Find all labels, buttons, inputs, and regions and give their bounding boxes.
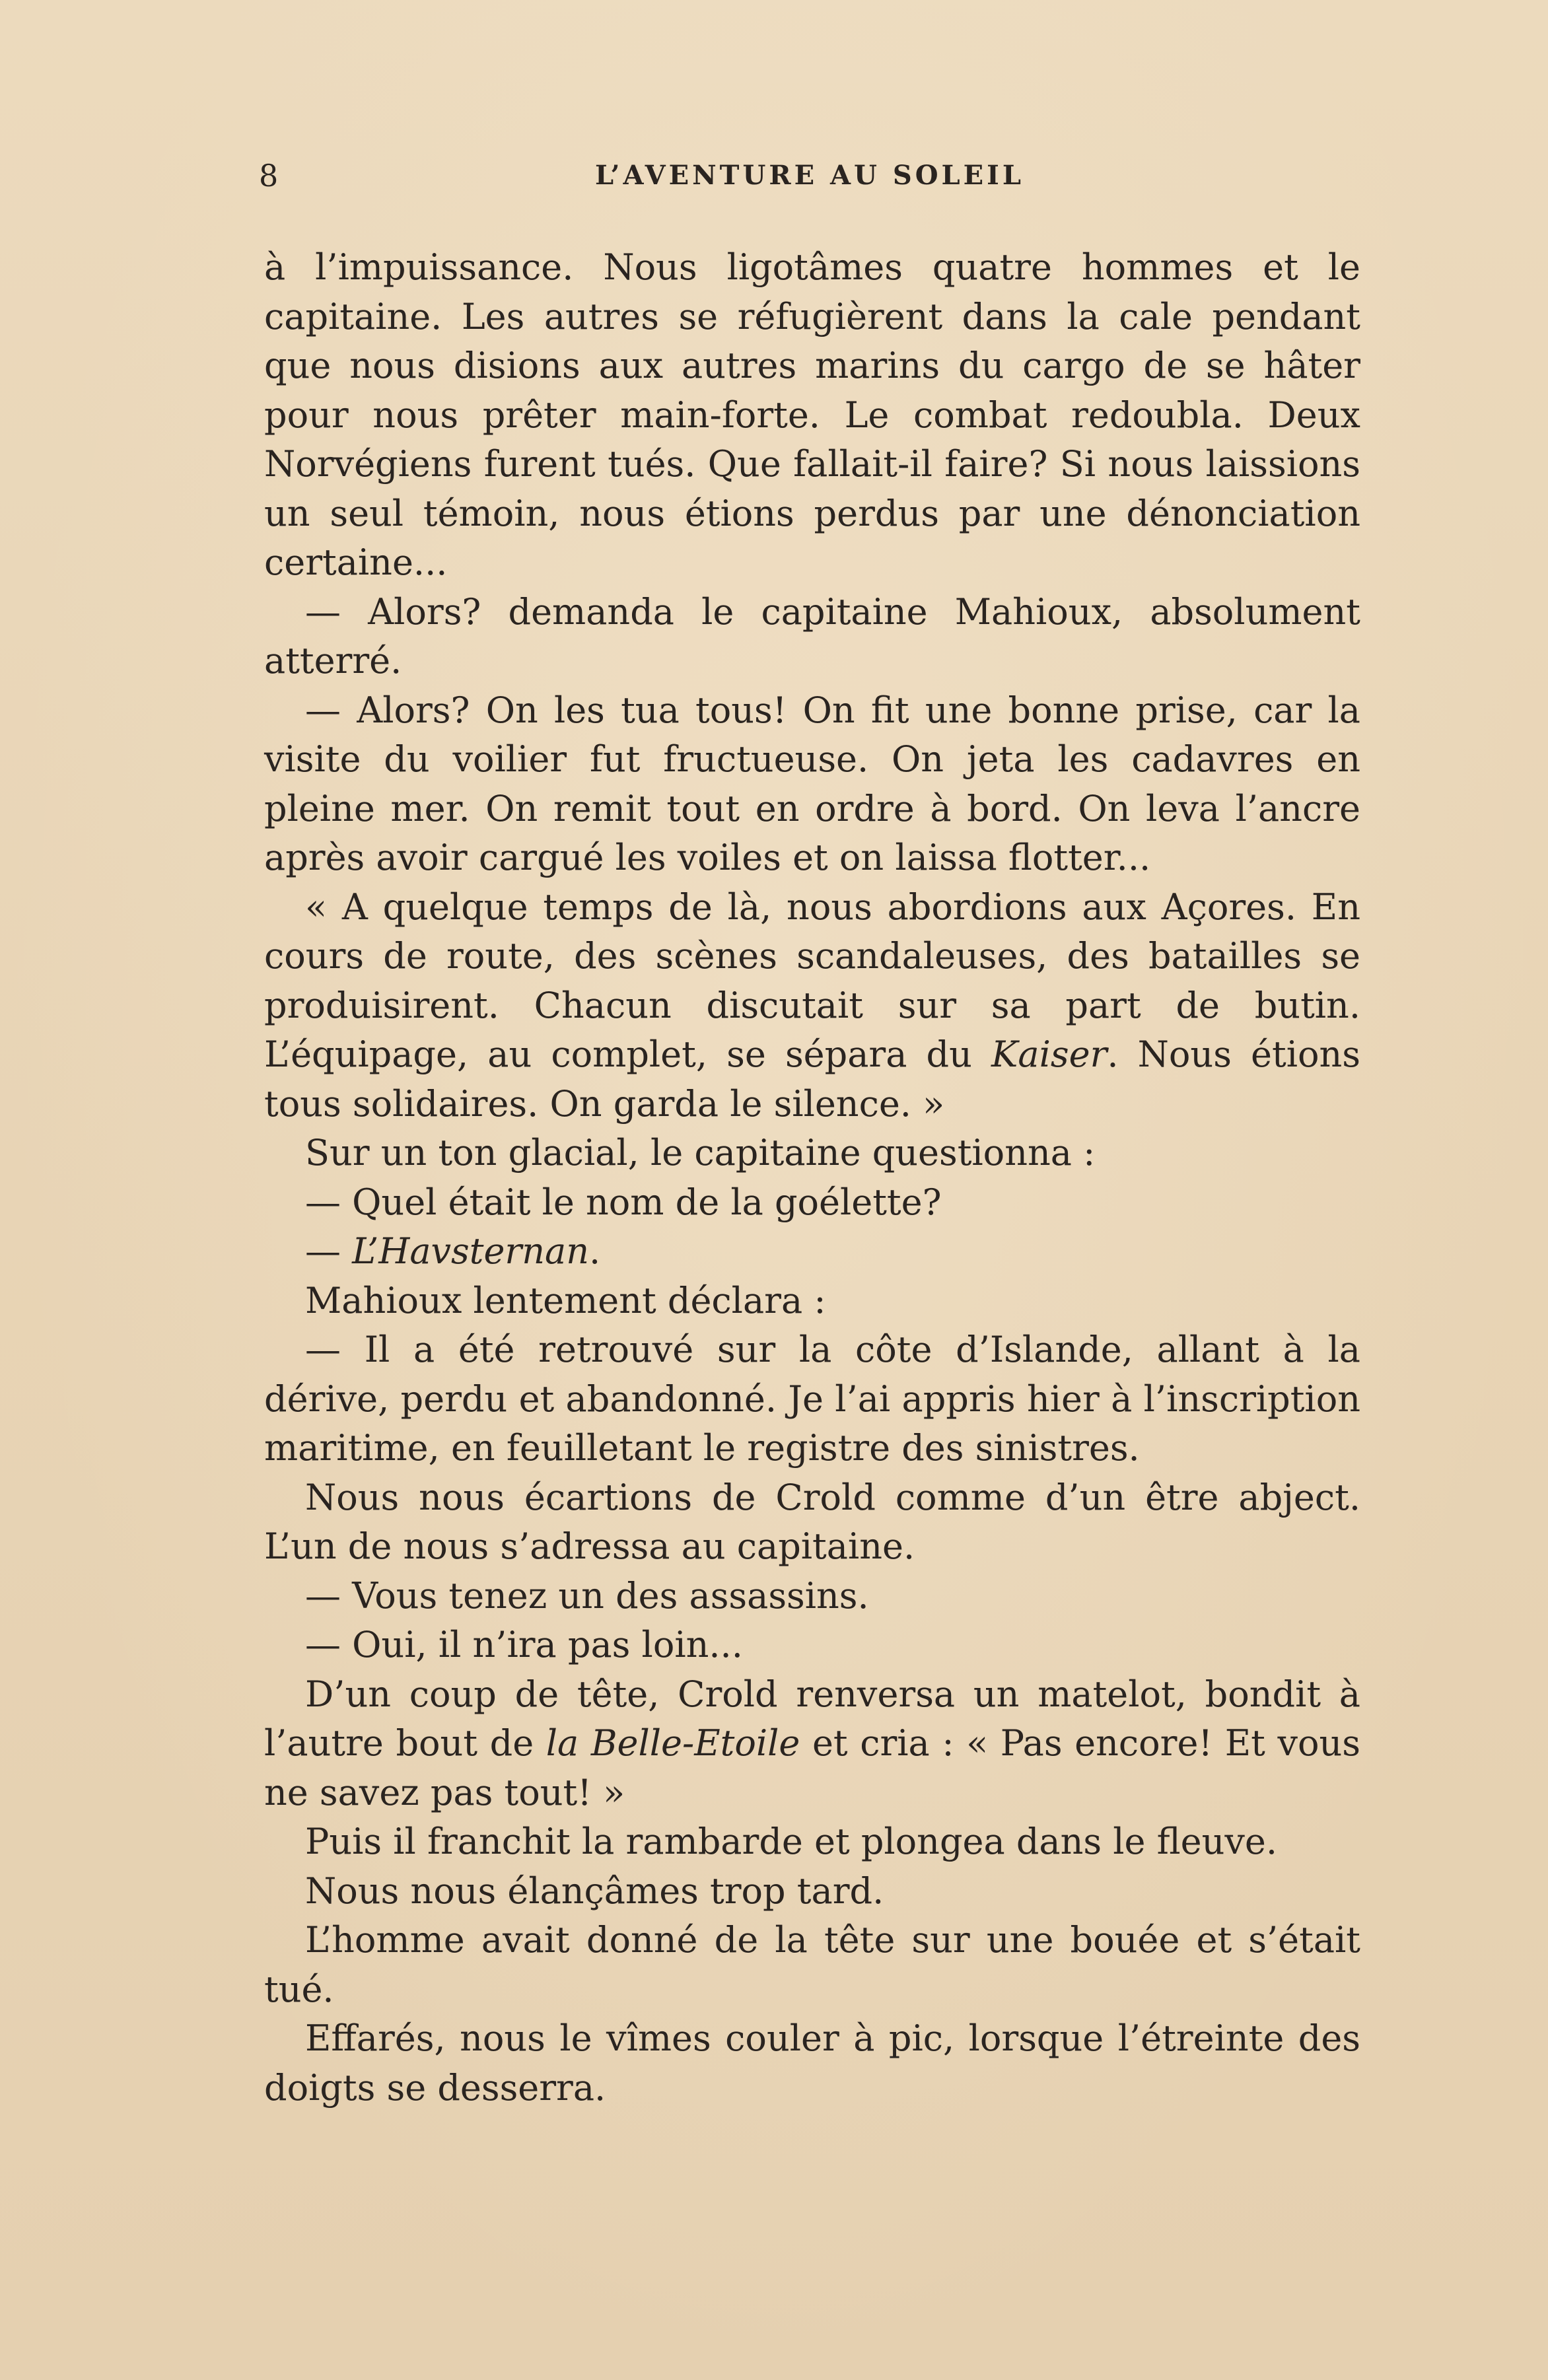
paragraph-7-dash: — <box>305 1230 353 1272</box>
paragraph-17: Effarés, nous le vîmes couler à pic, lorsque l’étreinte des doigts se desserra. <box>264 2017 1360 2109</box>
paragraph-13-text-before: D’un coup de tête, Crold renversa un matelot, bondit à l’autre bout de <box>264 1673 1360 1764</box>
paragraph-16: L’homme avait donné de la tête sur une bouée et s’était tué. <box>264 1919 1360 2010</box>
paragraph-14: Puis il franchit la rambarde et plongea dans le fleuve. <box>305 1821 1278 1862</box>
paragraph-10: Nous nous écartions de Crold comme d’un être abject. L’un de nous s’adressa au capitaine. <box>264 1476 1360 1567</box>
paragraph-7-period: . <box>588 1230 601 1272</box>
paragraph-3: — Alors? On les tua tous! On fit une bonne prise, car la visite du voilier fut fructueuse. On jeta les cadavres en pleine mer. On remit tout en ordre à bord. On leva l’ancre après avoir cargué les voiles et on laissa flotter... <box>264 689 1360 878</box>
paragraph-4 <box>264 883 1360 1129</box>
running-head <box>259 156 1360 195</box>
paragraph-5: Sur un ton glacial, le capitaine questionna : <box>305 1132 1096 1173</box>
paragraph-7 <box>264 1227 1360 1277</box>
ship-name-belle-etoile: la Belle-Etoile <box>545 1722 800 1764</box>
paragraph-12: — Oui, il n’ira pas loin... <box>305 1624 743 1665</box>
ship-name-havsternan: L’Havsternan <box>352 1230 589 1272</box>
paragraph-6: — Quel était le nom de la goélette? <box>305 1181 942 1223</box>
paragraph-4-text-before: « A quelque temps de là, nous abordions aux Açores. En cours de route, des scènes scandaleuses, des batailles se produisirent. Chacun discutait sur sa part de butin. L’équipage, au complet, se sépara du <box>264 886 1360 1075</box>
body-text <box>264 243 1360 2113</box>
paragraph-15: Nous nous élançâmes trop tard. <box>305 1870 884 1912</box>
book-title: L’AVENTURE AU SOLEIL <box>595 160 1024 191</box>
paragraph-2: — Alors? demanda le capitaine Mahioux, absolument atterré. <box>264 590 1360 682</box>
page-number: 8 <box>259 158 279 193</box>
paragraph-13-text-after: et cria : « Pas encore! Et vous ne savez pas tout! » <box>264 1722 1360 1813</box>
paragraph-1: à l’impuissance. Nous ligotâmes quatre hommes et le capitaine. Les autres se réfugièrent dans la cale pendant que nous disions aux autres marins du cargo de se hâter pour nous prêter main-forte. Le combat redoubla. Deux Norvégiens furent tués. Que fallait-il faire? Si nous laissions un seul témoin, nous étions perdus par une dénonciation certaine... <box>264 246 1360 583</box>
paragraph-11: — Vous tenez un des assassins. <box>305 1574 869 1617</box>
paragraph-9: — Il a été retrouvé sur la côte d’Islande, allant à la dérive, perdu et abandonné. Je l’ai appris hier à l’inscription maritime, en feuilletant le registre des sinistres. <box>264 1329 1360 1469</box>
ship-name-kaiser: Kaiser <box>991 1033 1108 1075</box>
paragraph-8: Mahioux lentement déclara : <box>305 1279 826 1321</box>
paragraph-13 <box>264 1670 1360 1818</box>
paragraph-4-text-after: . Nous étions tous solidaires. On garda le silence. » <box>264 1033 1360 1125</box>
